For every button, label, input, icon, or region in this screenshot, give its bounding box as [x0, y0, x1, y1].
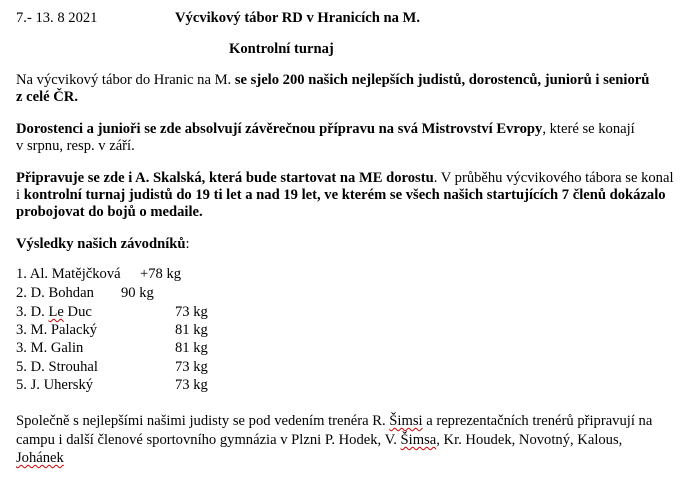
spellcheck-marked-word: Šimsa — [400, 432, 437, 448]
paragraph-2-line-2: v srpnu, resp. v září. — [16, 138, 135, 154]
result-weight: 81 kg — [175, 340, 208, 356]
result-weight: 90 kg — [121, 285, 154, 301]
result-weight: 73 kg — [175, 359, 208, 375]
spellcheck-marked-word: Johánek — [16, 450, 64, 466]
result-weight: 73 kg — [175, 304, 208, 320]
paragraph-3-line-3: probojovat do bojů o medaile. — [16, 204, 203, 220]
result-weight: 81 kg — [175, 322, 208, 338]
paragraph-4-line-2: campu i další členové sportovního gymnázia v Plzni P. Hodek, V. Šimsa, Kr. Houdek, Novotný, Kalous, — [16, 432, 623, 448]
spellcheck-marked-word: Le — [48, 304, 64, 320]
paragraph-4-line-3 — [16, 450, 64, 467]
result-row: 5. D. Strouhal — [16, 359, 98, 375]
result-row: 5. J. Uherský — [16, 377, 94, 393]
results-heading: Výsledky našich závodníků: — [16, 236, 190, 252]
document-title: Výcvikový tábor RD v Hranicích na M. — [175, 10, 420, 26]
paragraph-2-line-1: Dorostenci a junioři se zde absolvují závěrečnou přípravu na svá Mistrovství Evropy, které se konají — [16, 121, 635, 137]
result-row: 3. M. Palacký — [16, 322, 98, 338]
event-date: 7.- 13. 8 2021 — [16, 10, 98, 26]
paragraph-3-line-1: Připravuje se zde i A. Skalská, která bude startovat na ME dorostu. V průběhu výcvikového tábora se konal — [16, 170, 674, 186]
result-row: 2. D. Bohdan — [16, 285, 94, 301]
result-row: 3. D. Le Duc — [16, 304, 92, 320]
result-row: 3. M. Galin — [16, 340, 84, 356]
paragraph-1-line-1: Na výcvikový tábor do Hranic na M. se sjelo 200 našich nejlepších judistů, dorostenců, juniorů i seniorů — [16, 72, 650, 88]
paragraph-4-line-1: Společně s nejlepšími našimi judisty se pod vedením trenéra R. Šimsi a reprezentačních trenérů připravují na — [16, 413, 653, 429]
paragraph-1-line-2: z celé ČR. — [16, 89, 78, 105]
result-row: 1. Al. Matějčková — [16, 266, 121, 282]
document-subtitle: Kontrolní turnaj — [229, 41, 334, 57]
paragraph-3-line-2: i kontrolní turnaj judistů do 19 ti let a nad 19 let, ve kterém se všech našich startujících 7 členů dokázalo — [16, 187, 666, 203]
result-weight: 73 kg — [175, 377, 208, 393]
result-weight: +78 kg — [140, 266, 182, 282]
spellcheck-marked-word: Šimsi — [389, 413, 423, 429]
